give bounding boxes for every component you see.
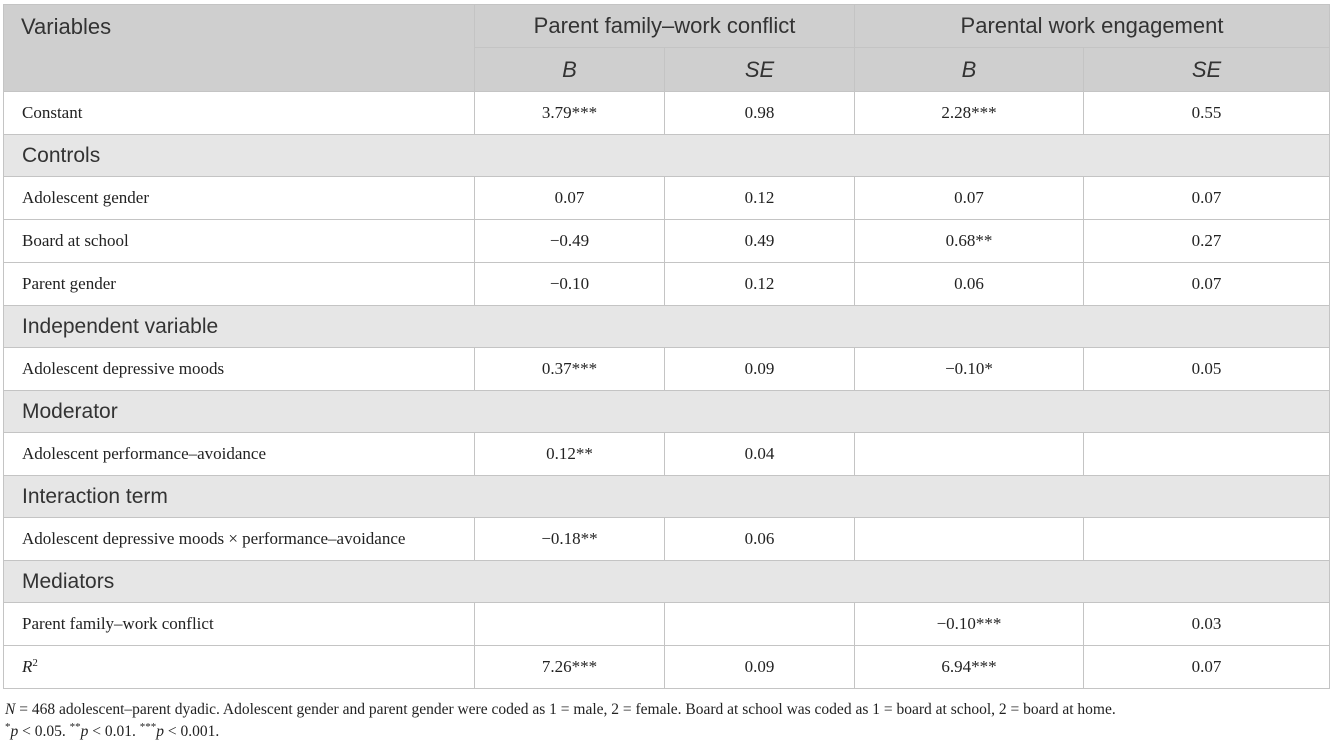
cell-se2 [1084, 518, 1330, 561]
header-parental-work-engagement: Parental work engagement [855, 5, 1330, 48]
section-label: Controls [4, 135, 1330, 177]
cell-b1 [475, 603, 665, 646]
cell-b1: −0.18** [475, 518, 665, 561]
cell-se2 [1084, 433, 1330, 476]
row-label-text: R [22, 657, 33, 676]
section-label: Interaction term [4, 476, 1330, 518]
cell-b2 [855, 433, 1084, 476]
cell-b2: 0.06 [855, 263, 1084, 306]
row-label [4, 646, 475, 689]
table-row [4, 603, 1330, 646]
row-label: Adolescent gender [4, 177, 475, 220]
table-row [4, 433, 1330, 476]
row-label: Adolescent depressive moods × performance–avoidance [4, 518, 475, 561]
subheader-b-2: B [855, 48, 1084, 92]
cell-se1: 0.12 [665, 263, 855, 306]
cell-b2 [855, 518, 1084, 561]
cell-se1: 0.06 [665, 518, 855, 561]
section-label: Independent variable [4, 306, 1330, 348]
subheader-b-1: B [475, 48, 665, 92]
table-row [4, 518, 1330, 561]
cell-se1: 0.12 [665, 177, 855, 220]
table-notes [3, 699, 1329, 743]
row-label: Parent family–work conflict [4, 603, 475, 646]
cell-se1: 0.04 [665, 433, 855, 476]
section-row [4, 561, 1330, 603]
cell-b1: −0.10 [475, 263, 665, 306]
cell-b1: 0.37*** [475, 348, 665, 391]
section-row [4, 391, 1330, 433]
cell-se2: 0.07 [1084, 646, 1330, 689]
cell-se1: 0.09 [665, 646, 855, 689]
section-row [4, 476, 1330, 518]
cell-b2: 6.94*** [855, 646, 1084, 689]
table-row [4, 220, 1330, 263]
cell-b1: 0.12** [475, 433, 665, 476]
cell-b2: 2.28*** [855, 92, 1084, 135]
row-label: Constant [4, 92, 475, 135]
note-line-1: N = 468 adolescent–parent dyadic. Adolescent gender and parent gender were coded as 1 = male, 2 = female. Board at school was coded as 1 = board at school, 2 = board at home. [5, 701, 1116, 718]
section-label: Mediators [4, 561, 1330, 603]
cell-b1: −0.49 [475, 220, 665, 263]
cell-se1 [665, 603, 855, 646]
table-row [4, 177, 1330, 220]
header-row [4, 5, 1330, 48]
cell-b2: −0.10* [855, 348, 1084, 391]
header-parent-family-work-conflict: Parent family–work conflict [475, 5, 855, 48]
cell-b1: 7.26*** [475, 646, 665, 689]
row-label: Parent gender [4, 263, 475, 306]
cell-se2: 0.27 [1084, 220, 1330, 263]
results-table [3, 4, 1330, 689]
cell-se2: 0.03 [1084, 603, 1330, 646]
section-row [4, 306, 1330, 348]
table-row [4, 646, 1330, 689]
cell-se1: 0.49 [665, 220, 855, 263]
table-row [4, 92, 1330, 135]
cell-b2: −0.10*** [855, 603, 1084, 646]
cell-b2: 0.68** [855, 220, 1084, 263]
cell-se2: 0.07 [1084, 177, 1330, 220]
cell-b2: 0.07 [855, 177, 1084, 220]
cell-se2: 0.05 [1084, 348, 1330, 391]
subheader-se-2: SE [1084, 48, 1330, 92]
row-label: Adolescent depressive moods [4, 348, 475, 391]
table-body [4, 92, 1330, 689]
results-table-container [3, 4, 1329, 743]
note-line-1-text: = 468 adolescent–parent dyadic. Adolescent gender and parent gender were coded as 1 = male, 2 = female. Board at school was coded as 1 = board at school, 2 = board at home. [15, 701, 1116, 718]
note-line-2: *p < 0.05. **p < 0.01. ***p < 0.001. [5, 721, 220, 740]
subheader-se-1: SE [665, 48, 855, 92]
header-variables: Variables [4, 5, 475, 92]
table-row [4, 348, 1330, 391]
cell-se2: 0.07 [1084, 263, 1330, 306]
cell-b1: 0.07 [475, 177, 665, 220]
row-label: Adolescent performance–avoidance [4, 433, 475, 476]
cell-b1: 3.79*** [475, 92, 665, 135]
section-label: Moderator [4, 391, 1330, 433]
cell-se1: 0.98 [665, 92, 855, 135]
row-label-superscript: 2 [32, 657, 38, 669]
row-label: Board at school [4, 220, 475, 263]
section-row [4, 135, 1330, 177]
cell-se1: 0.09 [665, 348, 855, 391]
table-row [4, 263, 1330, 306]
cell-se2: 0.55 [1084, 92, 1330, 135]
